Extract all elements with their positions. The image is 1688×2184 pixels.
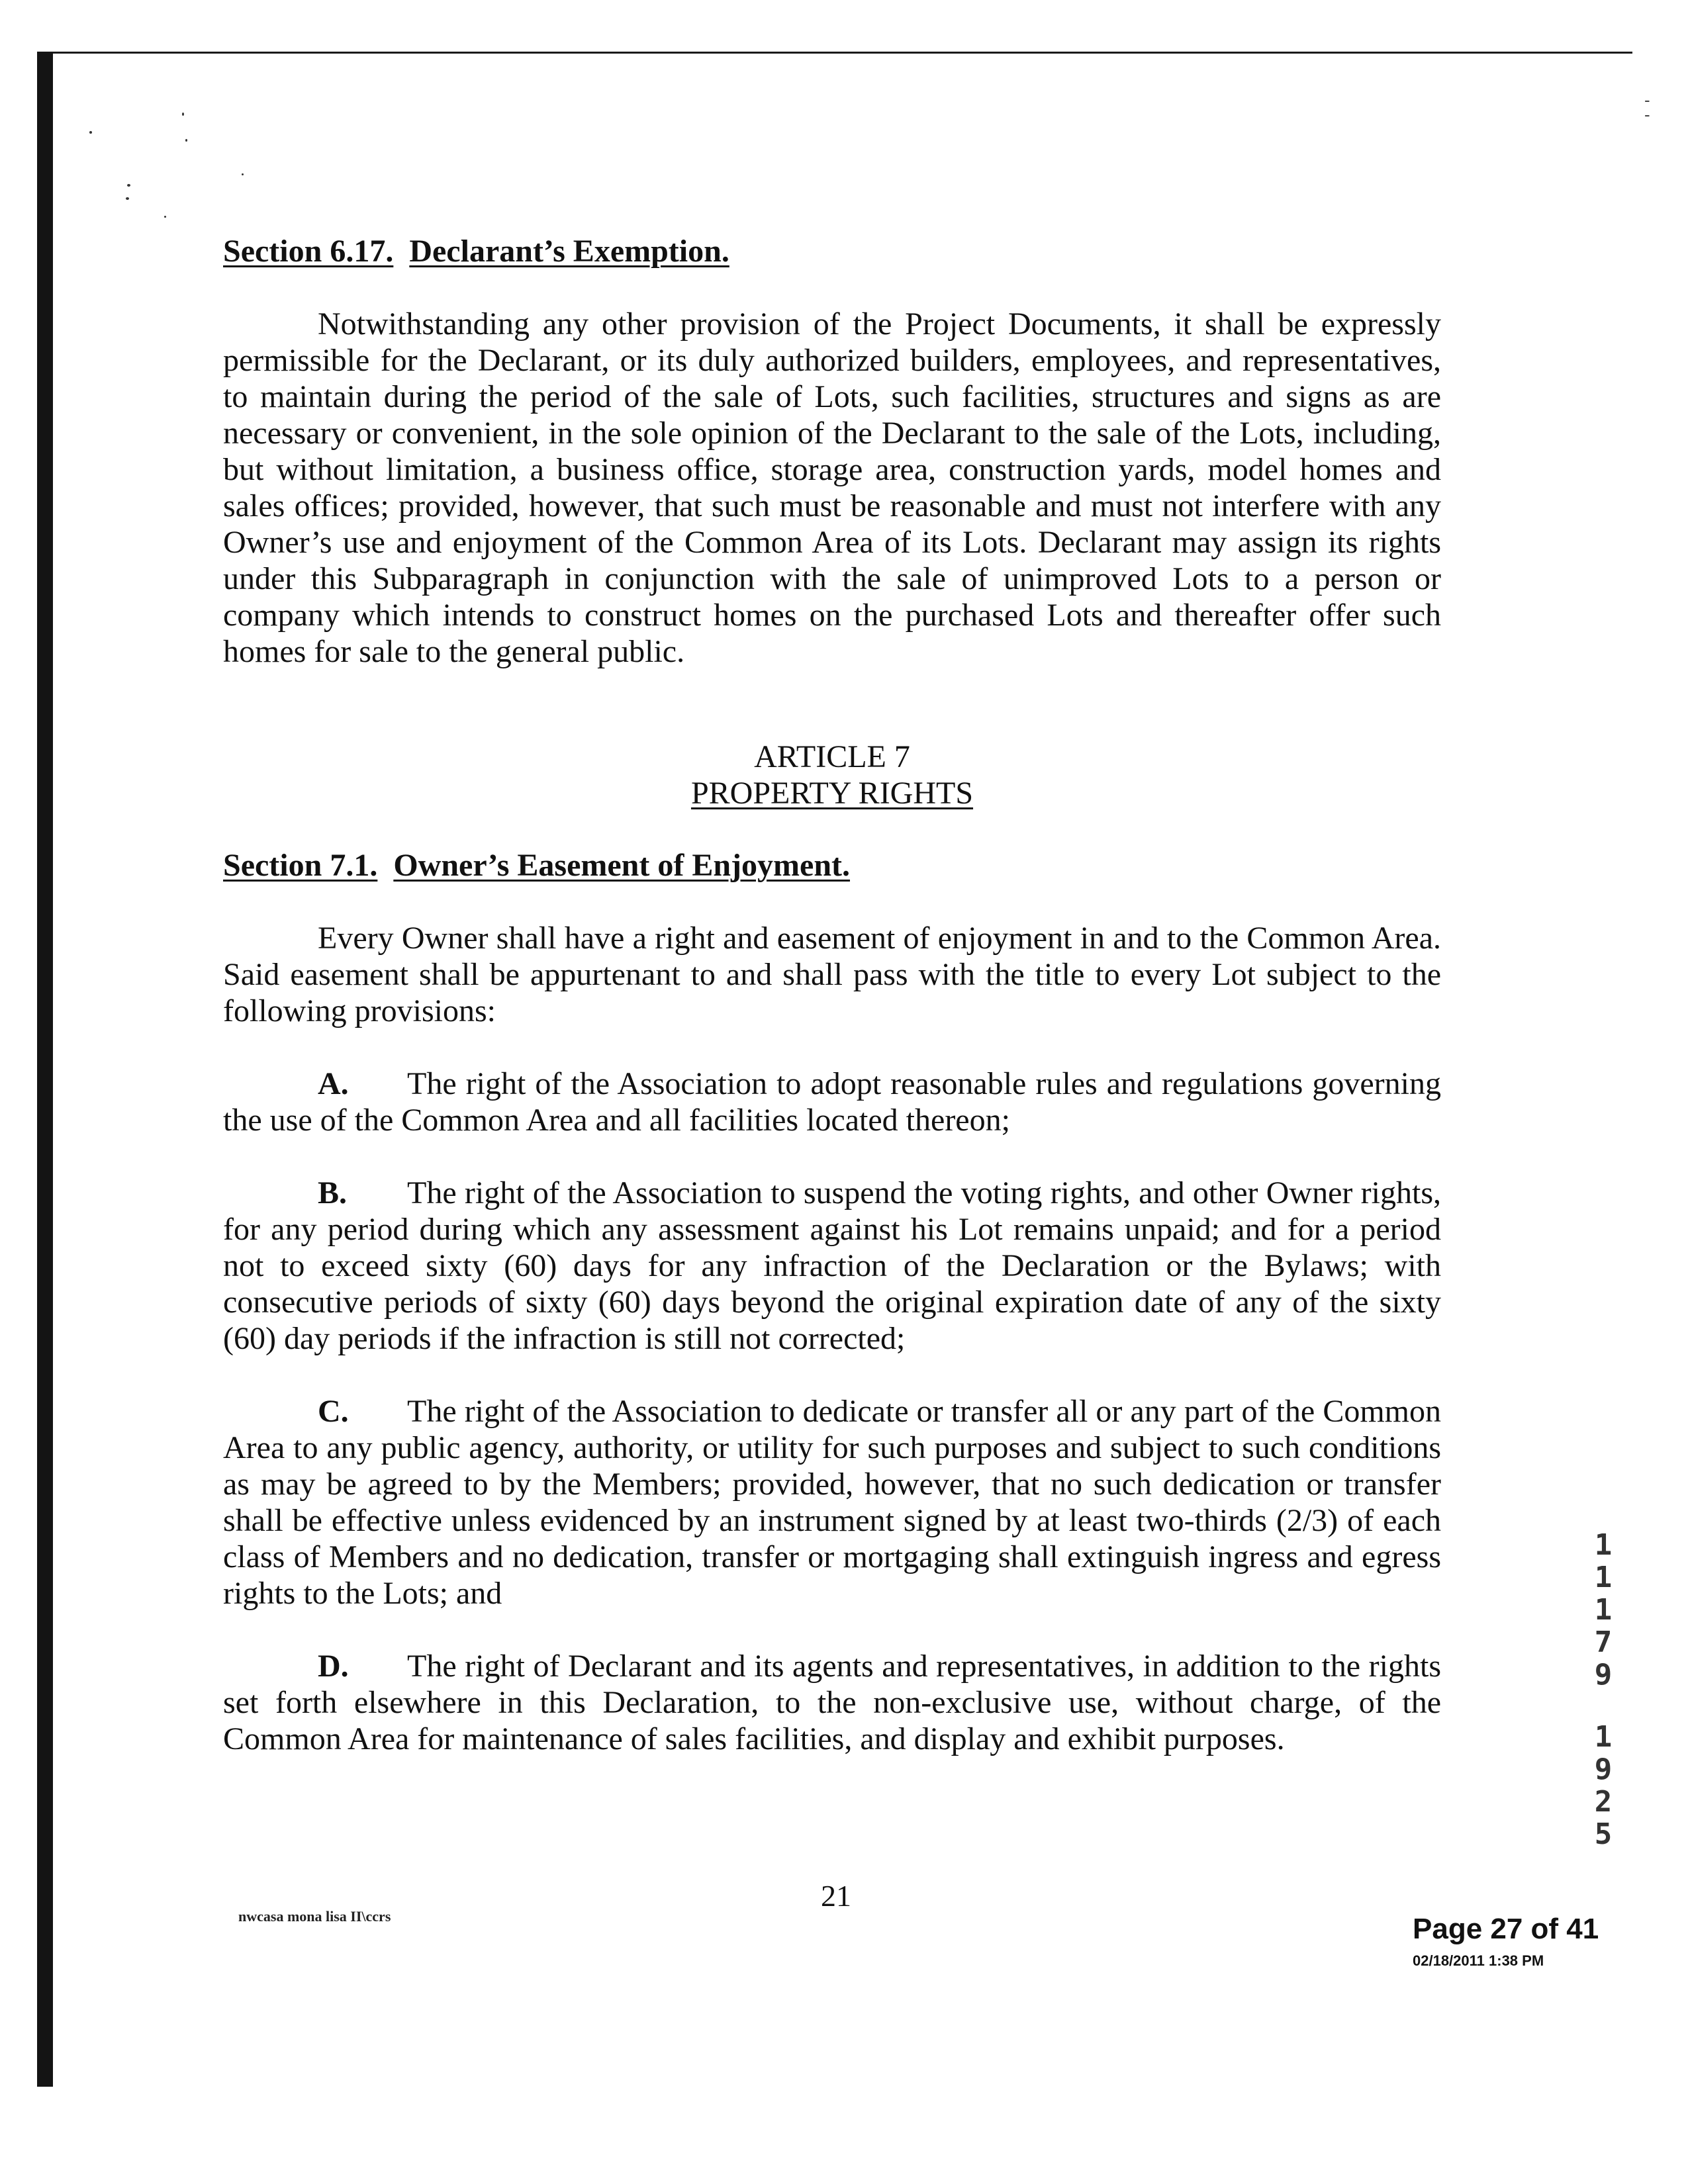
section-6-17-heading bbox=[223, 233, 1441, 269]
scan-speck bbox=[242, 173, 244, 175]
provision-item bbox=[223, 1648, 1441, 1757]
provision-letter: B. bbox=[318, 1175, 348, 1210]
scan-edge-marks: - - bbox=[1644, 90, 1650, 124]
section-7-1-intro: Every Owner shall have a right and easement of enjoyment in and to the Common Area. Said easement shall be appurtenant to and shall pass with the title to every Lot subject to the following provisions: bbox=[223, 921, 1441, 1028]
page-top-rule bbox=[37, 52, 1632, 54]
section-number: Section 7.1. bbox=[223, 848, 378, 883]
recorder-page-count: Page 27 of 41 bbox=[1413, 1913, 1599, 1945]
provision-letter: C. bbox=[318, 1394, 349, 1429]
recording-number-lower: 1 9 2 5 bbox=[1594, 1720, 1613, 1851]
provision-item bbox=[223, 1066, 1441, 1138]
section-6-17-body: Notwithstanding any other provision of the Project Documents, it shall be expressly permissible for the Declarant, or its duly authorized builders, employees, and representatives, to maintain during the period of the sale of Lots, such facilities, structures and signs as are necessary or convenient, in the sole opinion of the Declarant to the sale of the Lots, including, but without limitation, a business office, storage area, construction yards, model homes and sales offices; provided, however, that such must be reasonable and must not interfere with any Owner’s use and enjoyment of the Common Area of its Lots. Declarant may assign its rights under this Subparagraph in conjunction with the sale of unimproved Lots to a person or company which intends to construct homes on the purchased Lots and thereafter offer such homes for sale to the general public. bbox=[223, 306, 1441, 669]
provision-text: The right of Declarant and its agents and representatives, in addition to the rights set forth elsewhere in this Declaration, to the non-exclusive use, without charge, of the Common Area for maintenance of sales facilities, and display and exhibit purposes. bbox=[223, 1649, 1441, 1756]
scan-speck bbox=[164, 216, 166, 218]
provision-item bbox=[223, 1175, 1441, 1357]
provision-text: The right of the Association to adopt reasonable rules and regulations governing the use of the Common Area and all facilities located thereon; bbox=[223, 1066, 1441, 1138]
provision-text: The right of the Association to dedicate or transfer all or any part of the Common Area to any public agency, authority, or utility for such purposes and subject to such conditions as may be agreed to by the Members; provided, however, that no such dedication or transfer shall be effective unless evidenced by an instrument signed by at least two-thirds (2/3) of each class of Members and no dedication, transfer or mortgaging shall extinguish ingress and egress rights to the Lots; and bbox=[223, 1394, 1441, 1611]
provision-letter: D. bbox=[318, 1649, 349, 1684]
recording-number-upper: 1 1 1 7 9 bbox=[1594, 1528, 1613, 1692]
scan-edge-bar bbox=[37, 52, 53, 2087]
section-7-1-heading bbox=[223, 847, 1441, 884]
section-title: Declarant’s Exemption. bbox=[409, 234, 729, 269]
provision-item bbox=[223, 1393, 1441, 1612]
scan-speck bbox=[127, 184, 130, 187]
scan-speck bbox=[126, 197, 129, 200]
article-subheading: PROPERTY RIGHTS bbox=[690, 776, 974, 811]
scan-speck bbox=[89, 131, 92, 134]
page-number: 21 bbox=[821, 1879, 851, 1913]
provision-text: The right of the Association to suspend the voting rights, and other Owner rights, for any period during which any assessment against his Lot remains unpaid; and for a period not to exceed sixty (60) days for any infraction of the Declaration or the Bylaws; with consecutive periods of sixty (60) days beyond the original expiration date of any of the sixty (60) day periods if the infraction is still not corrected; bbox=[223, 1175, 1441, 1356]
footer-filename: nwcasa mona lisa II\ccrs bbox=[238, 1908, 391, 1925]
document-body bbox=[223, 233, 1441, 1757]
provision-letter: A. bbox=[318, 1066, 349, 1101]
recorder-timestamp: 02/18/2011 1:38 PM bbox=[1413, 1952, 1544, 1969]
scan-speck bbox=[182, 113, 184, 116]
section-number: Section 6.17. bbox=[223, 234, 394, 269]
article-heading: ARTICLE 7 bbox=[754, 739, 910, 774]
section-title: Owner’s Easement of Enjoyment. bbox=[393, 848, 850, 883]
scan-speck bbox=[185, 139, 187, 142]
